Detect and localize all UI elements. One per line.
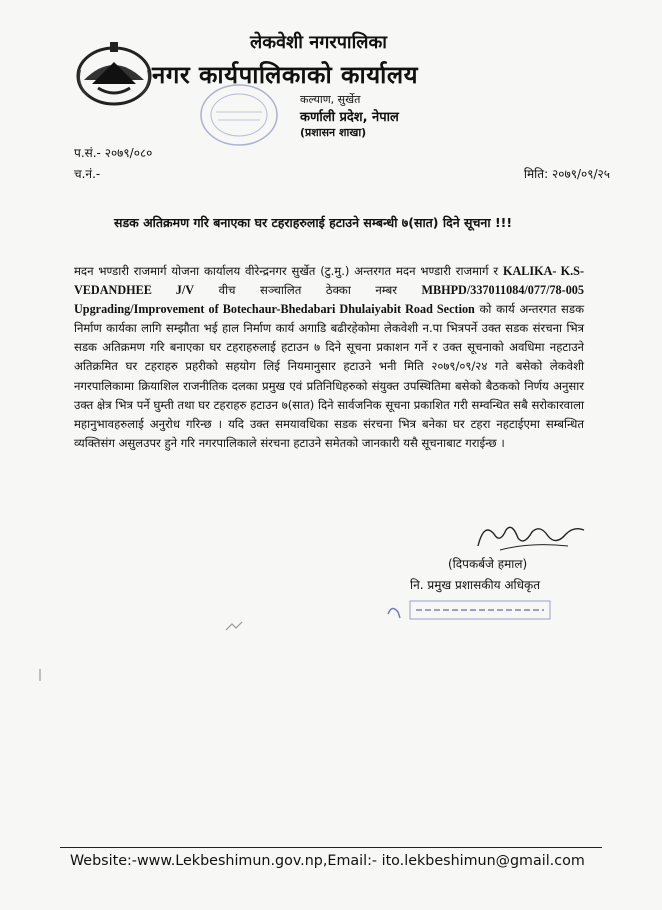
dispatch-number: च.नं.- — [74, 167, 101, 181]
office-title: नगर कार्यपालिकाको कार्यालय — [152, 61, 419, 89]
nepal-emblem-logo — [74, 40, 154, 108]
reference-number: प.सं.- २०७९/०८० — [74, 146, 153, 160]
scan-speck — [224, 618, 244, 634]
footer-contact: Website:-www.Lekbeshimun.gov.np,Email:- ito.lekbeshimun@gmail.com — [70, 853, 585, 869]
footer-divider — [60, 847, 602, 848]
notice-subject: सडक अतिक्रमण गरि बनाएका घर टहराहरुलाई हटाउने सम्बन्धी ७(सात) दिने सूचना !!! — [114, 215, 513, 230]
signatory-name: (दिपकर्बजे हमाल) — [448, 557, 528, 571]
project-name: Upgrading/Improvement of Botechaur-Bhedabari Dhulaiyabit Road Section — [74, 302, 475, 317]
branch-name: (प्रशासन शाखा) — [300, 126, 367, 139]
municipality-name: लेकवेशी नगरपालिका — [250, 32, 387, 53]
office-seal-stamp — [198, 82, 280, 148]
signatory-title: नि. प्रमुख प्रशासकीय अधिकृत — [410, 578, 541, 592]
body-line-1: मदन भण्डारी राजमार्ग योजना कार्यालय वीरेन्द्रनगर सुर्खेत (टु.मु.) अन्तरगत मदन भण्डारी राजमार्ग र — [74, 264, 499, 278]
notice-body — [74, 262, 584, 453]
body-line-2: वीच सञ्चालित ठेक्का नम्बर — [194, 283, 422, 298]
office-location: कल्याण, सुर्खेत — [300, 93, 361, 106]
designation-stamp — [386, 598, 556, 624]
notice-date: मिति: २०७९/०९/२५ — [523, 167, 610, 181]
body-main-paragraph: को कार्य अन्तरगत सडक निर्माण कार्यका लागि सम्झौता भई हाल निर्माण कार्य अगाडि बढीरहेकोमा लेकवेशी न.पा भित्रपर्ने उक्त सडक संरचना भित्र सडक अतिक्रमण गरि बनाएका घर टहराहरुलाई हटाउन ७ दिने सूचना प्रकाशन गर्ने र उक्त सूचनाको अवधिमा नहटाउने अतिक्रमित घर टहराहरु प्रहरीको सहयोग लिई नियमानुसार हटाउने भनी मिति २०७९/०९/२४ गते बसेको लेकवेशी नगरपालिकामा क्रियाशिल राजनीतिक दलका प्रमुख एवं प्रतिनिधिहरुको संयुक्त उपस्थितिमा बसेको बैठकको निर्णय अनुसार उक्त क्षेत्र भित्र पर्ने घुम्ती तथा घर टहराहरु हटाउन ७(सात) दिने सार्वजनिक सूचना प्रकाशित गरी सम्वन्धित सबै सरोकारवाला महानुभावहरुलाई अनुरोध गरिन्छ । यदि उक्त समयावधिका सडक संरचना भित्र बनेका घर टहरा नहटाईएमा सम्बन्धित व्यक्तिसंग असुलउपर हुने गरि नगरपालिकाले संरचना हटाउने समेतको जानकारी यसै सूचनाबाट गराईन्छ । — [74, 302, 585, 450]
province-name: कर्णाली प्रदेश, नेपाल — [300, 110, 399, 125]
scan-speck — [36, 668, 44, 682]
contract-number: MBHPD/337011084/077/78-005 — [421, 283, 584, 298]
handwritten-signature — [470, 516, 590, 558]
contractor-name: KALIKA- K.S- VEDANDHEE J/V — [74, 264, 585, 298]
